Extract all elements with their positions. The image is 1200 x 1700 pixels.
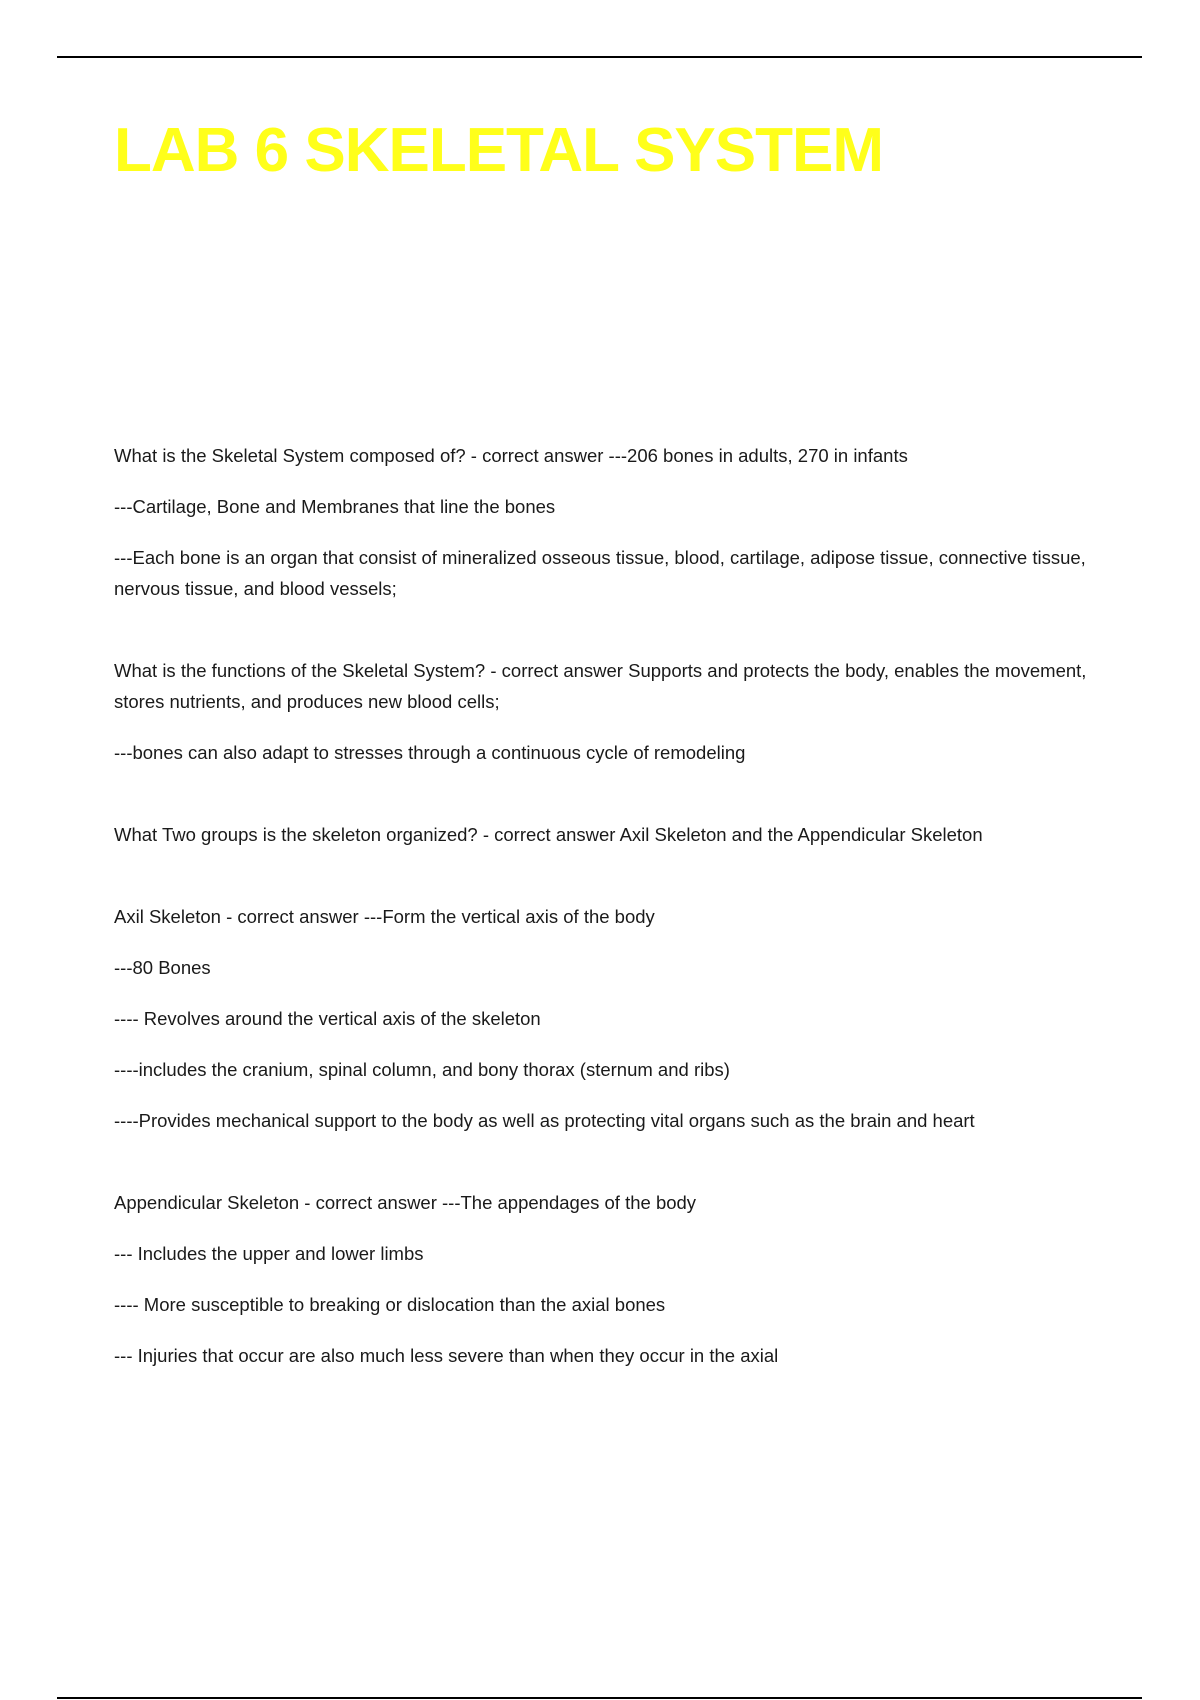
answer-line: ---Each bone is an organ that consist of mineralized osseous tissue, blood, cartilage, adipose tissue, connective tissue, nervous tissue, and blood vessels; <box>114 547 1086 599</box>
section-functions <box>114 655 1114 768</box>
section-groups <box>114 819 1114 850</box>
answer-line: ----includes the cranium, spinal column, and bony thorax (sternum and ribs) <box>114 1059 730 1080</box>
answer-line: ---Cartilage, Bone and Membranes that line the bones <box>114 496 556 517</box>
document-body <box>114 440 1114 1391</box>
question-axil-skeleton: Axil Skeleton - correct answer ---Form the vertical axis of the body <box>114 906 655 927</box>
answer-line: --- Injuries that occur are also much less severe than when they occur in the axial <box>114 1345 779 1366</box>
answer-line: ---- More susceptible to breaking or dislocation than the axial bones <box>114 1294 666 1315</box>
answer-line: ---- Revolves around the vertical axis of the skeleton <box>114 1008 541 1029</box>
section-composition <box>114 440 1114 604</box>
question-composition: What is the Skeletal System composed of? - correct answer ---206 bones in adults, 270 in infants <box>114 445 908 466</box>
answer-line: ---bones can also adapt to stresses through a continuous cycle of remodeling <box>114 742 746 763</box>
section-axil-skeleton <box>114 901 1114 1136</box>
answer-line: ----Provides mechanical support to the body as well as protecting vital organs such as the brain and heart <box>114 1110 975 1131</box>
answer-line: --- Includes the upper and lower limbs <box>114 1243 424 1264</box>
section-appendicular-skeleton <box>114 1187 1114 1371</box>
bottom-rule <box>57 1697 1142 1699</box>
question-appendicular-skeleton: Appendicular Skeleton - correct answer ---The appendages of the body <box>114 1192 697 1213</box>
top-rule <box>57 56 1142 58</box>
question-groups: What Two groups is the skeleton organized? - correct answer Axil Skeleton and the Appendicular Skeleton <box>114 824 983 845</box>
answer-line: ---80 Bones <box>114 957 211 978</box>
question-functions: What is the functions of the Skeletal System? - correct answer Supports and protects the body, enables the movement, stores nutrients, and produces new blood cells; <box>114 660 1087 712</box>
page-title: LAB 6 SKELETAL SYSTEM <box>114 116 884 185</box>
